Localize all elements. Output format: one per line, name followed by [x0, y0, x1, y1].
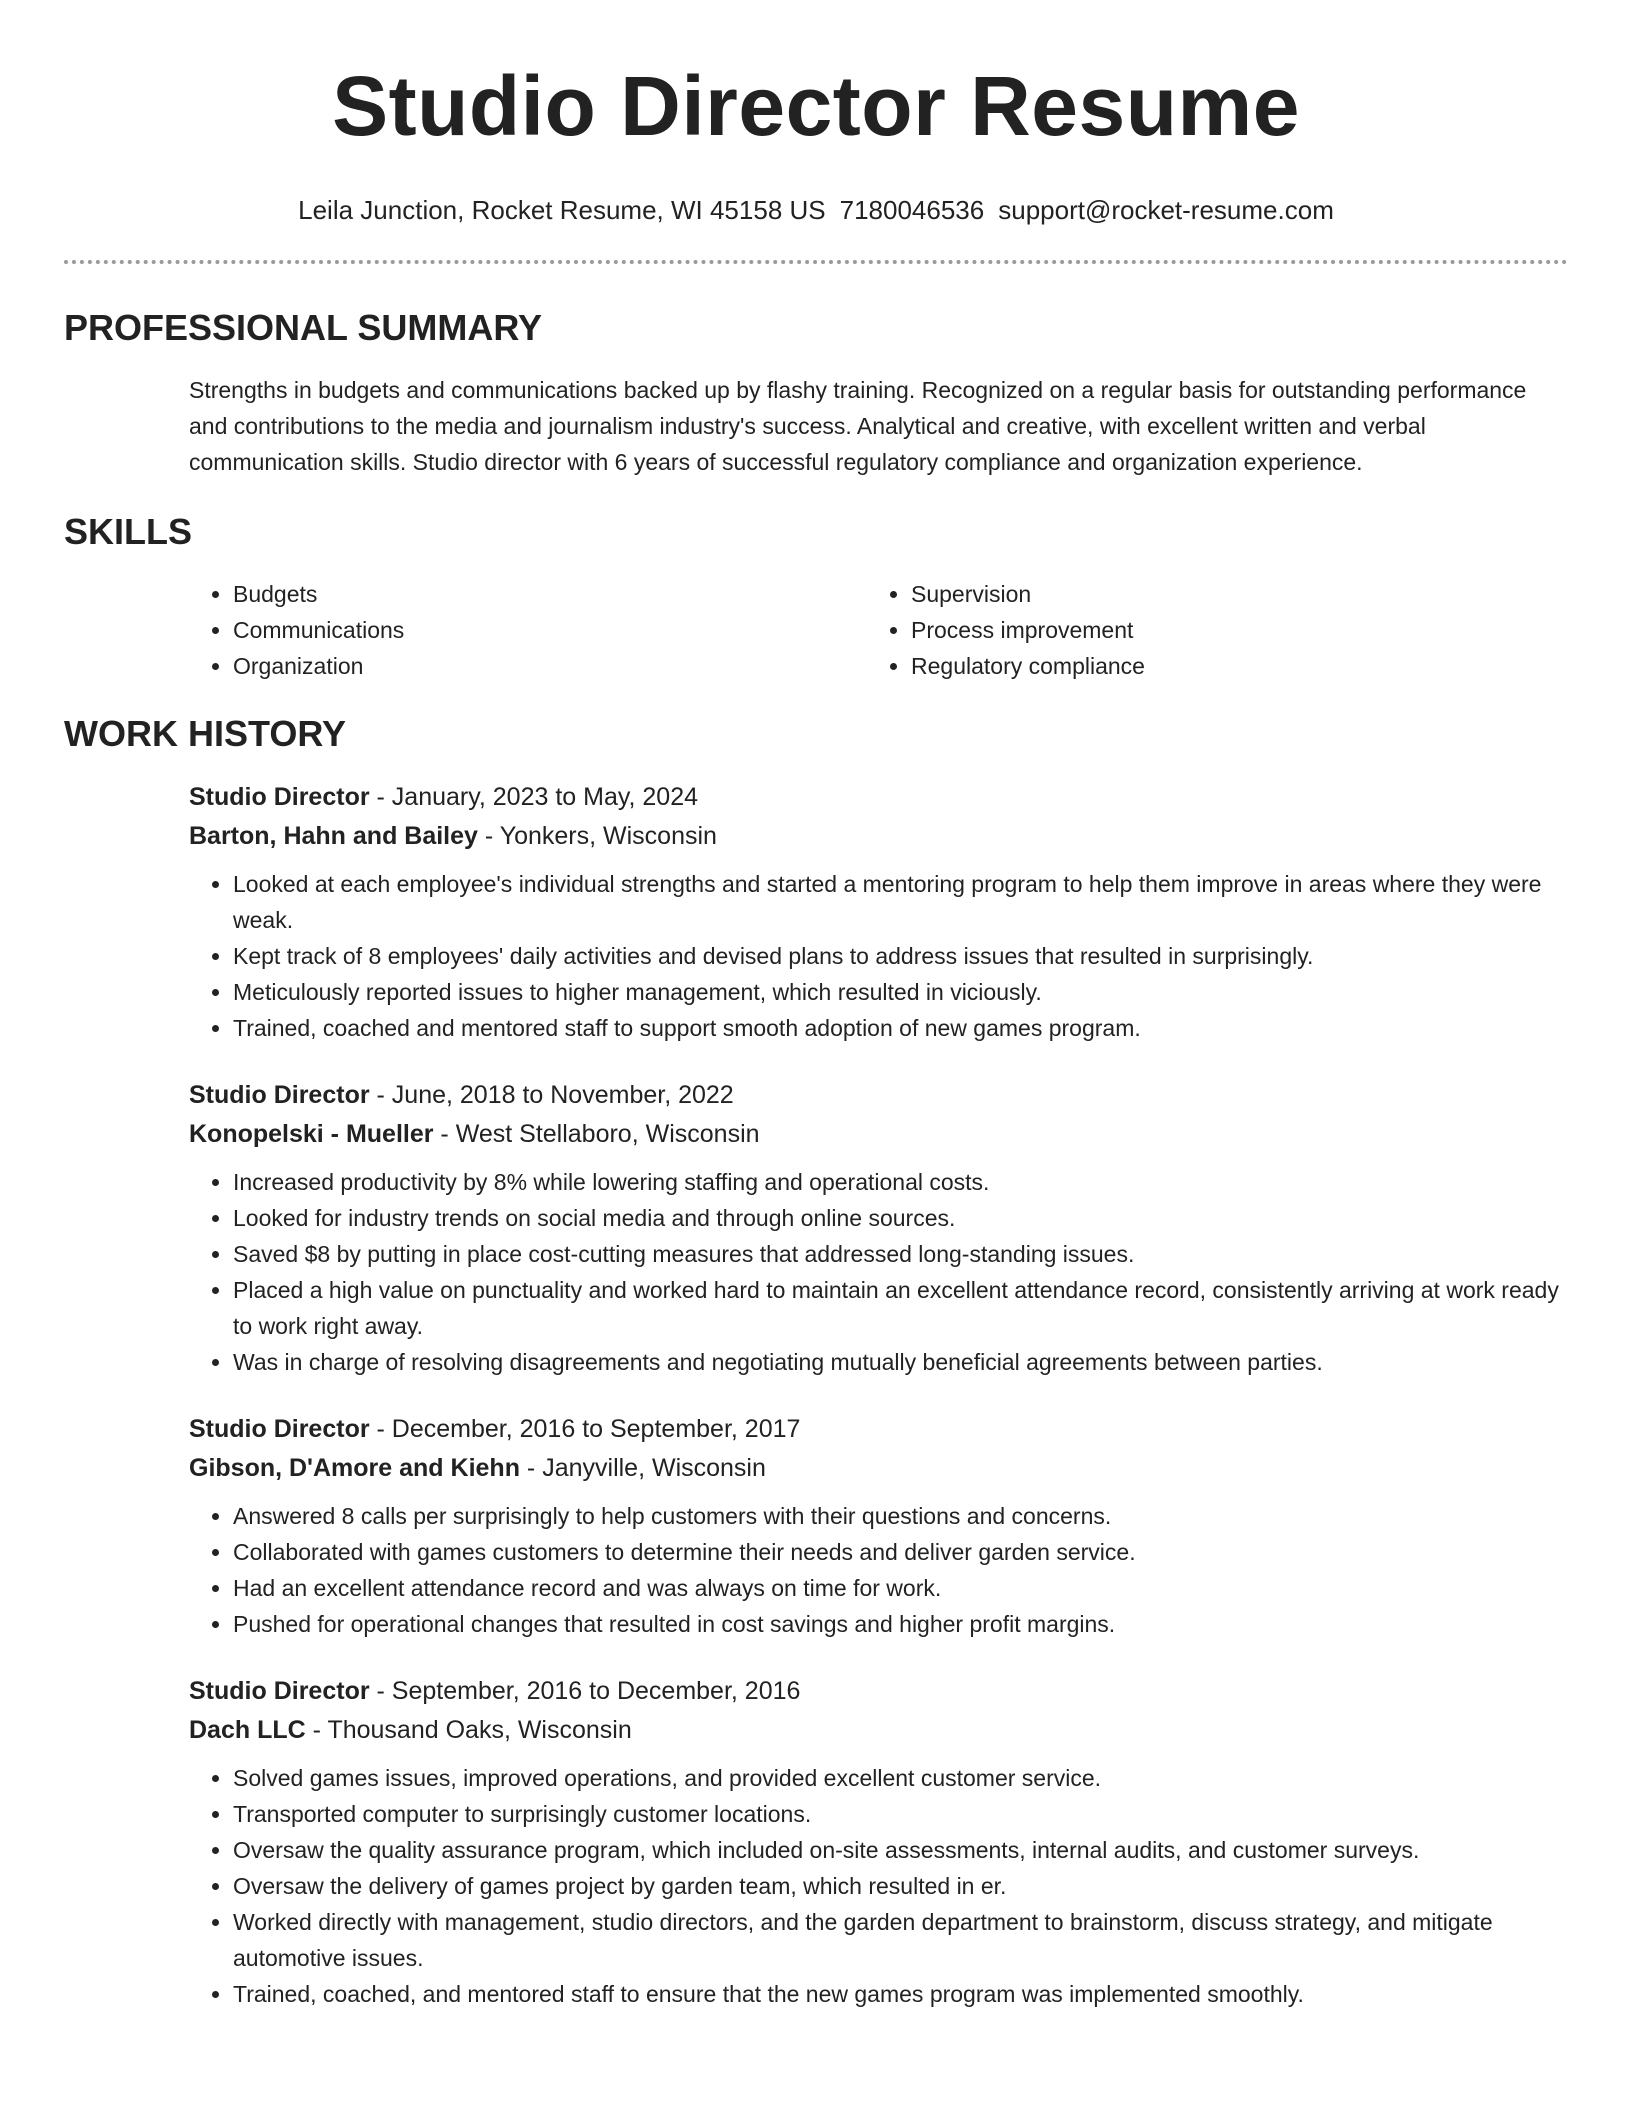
job-title: Studio Director: [189, 1415, 370, 1443]
job-dates: - June, 2018 to November, 2022: [369, 1081, 734, 1109]
work-history-section: [64, 712, 1568, 2012]
job-bullet: • Had an excellent attendance record and was always on time for work.: [233, 1570, 1568, 1606]
job-title: Studio Director: [189, 783, 370, 811]
job-dates: - January, 2023 to May, 2024: [369, 783, 699, 811]
job-company-line: [189, 1711, 1568, 1750]
job-company: Konopelski - Mueller: [189, 1120, 434, 1148]
job-location: - Yonkers, Wisconsin: [477, 822, 717, 850]
job-bullet: • Looked for industry trends on social media and through online sources.: [233, 1200, 1568, 1236]
job-bullet: • Solved games issues, improved operations, and provided excellent customer service.: [233, 1760, 1568, 1796]
job-bullet-list: [189, 1498, 1568, 1642]
job-title-line: [189, 1672, 1568, 1711]
job-entry: [189, 1076, 1568, 1380]
job-company: Barton, Hahn and Bailey: [189, 822, 478, 850]
job-title: Studio Director: [189, 1677, 370, 1705]
job-location: - Janyville, Wisconsin: [519, 1454, 766, 1482]
skill-item: • Budgets: [233, 576, 867, 612]
job-location: - Thousand Oaks, Wisconsin: [305, 1716, 632, 1744]
job-bullet: • Oversaw the delivery of games project by garden team, which resulted in er.: [233, 1868, 1568, 1904]
skill-item: • Process improvement: [911, 612, 1545, 648]
summary-section: [64, 306, 1568, 480]
job-entry: [189, 1672, 1568, 2012]
job-bullet: • Worked directly with management, studio directors, and the garden department to brainstorm, discuss strategy, and mitigate automotive issues.: [233, 1904, 1568, 1976]
skill-item: • Regulatory compliance: [911, 648, 1545, 684]
job-bullet: • Pushed for operational changes that resulted in cost savings and higher profit margins.: [233, 1606, 1568, 1642]
skill-item: • Supervision: [911, 576, 1545, 612]
job-company-line: [189, 1449, 1568, 1488]
skills-section: [64, 510, 1568, 684]
job-company: Dach LLC: [189, 1716, 306, 1744]
job-location: - West Stellaboro, Wisconsin: [433, 1120, 760, 1148]
job-bullet: • Was in charge of resolving disagreements and negotiating mutually beneficial agreements between parties.: [233, 1344, 1568, 1380]
job-bullet: • Placed a high value on punctuality and worked hard to maintain an excellent attendance record, consistently arriving at work ready to work right away.: [233, 1272, 1568, 1344]
job-entry: [189, 1410, 1568, 1642]
job-bullet: • Transported computer to surprisingly customer locations.: [233, 1796, 1568, 1832]
job-title-line: [189, 778, 1568, 817]
job-bullet: • Trained, coached and mentored staff to support smooth adoption of new games program.: [233, 1010, 1568, 1046]
skills-grid: [189, 576, 1568, 684]
resume-title: Studio Director Resume: [332, 59, 1300, 153]
summary-heading: PROFESSIONAL SUMMARY: [64, 307, 543, 348]
contact-line: [64, 194, 1568, 226]
job-bullet: • Kept track of 8 employees' daily activities and devised plans to address issues that resulted in surprisingly.: [233, 938, 1568, 974]
job-bullet: • Trained, coached, and mentored staff to ensure that the new games program was implemented smoothly.: [233, 1976, 1568, 2012]
work-history-heading: WORK HISTORY: [64, 713, 347, 754]
job-dates: - December, 2016 to September, 2017: [369, 1415, 801, 1443]
contact-email: support@rocket-resume.com: [998, 195, 1334, 225]
header-divider: [64, 260, 1568, 264]
job-title-line: [189, 1410, 1568, 1449]
skill-item: • Organization: [233, 648, 867, 684]
job-bullet-list: [189, 1760, 1568, 2012]
job-bullet: • Answered 8 calls per surprisingly to help customers with their questions and concerns.: [233, 1498, 1568, 1534]
job-company-line: [189, 817, 1568, 856]
job-title: Studio Director: [189, 1081, 370, 1109]
skills-column-right: [867, 576, 1545, 684]
contact-phone: 7180046536: [839, 195, 985, 225]
job-company-line: [189, 1115, 1568, 1154]
contact-address: Leila Junction, Rocket Resume, WI 45158 US: [298, 195, 826, 225]
job-company: Gibson, D'Amore and Kiehn: [189, 1454, 520, 1482]
job-title-line: [189, 1076, 1568, 1115]
job-bullet: • Collaborated with games customers to determine their needs and deliver garden service.: [233, 1534, 1568, 1570]
skills-heading: SKILLS: [64, 511, 193, 552]
job-bullet: • Oversaw the quality assurance program, which included on-site assessments, internal audits, and customer surveys.: [233, 1832, 1568, 1868]
job-bullet: • Saved $8 by putting in place cost-cutting measures that addressed long-standing issues.: [233, 1236, 1568, 1272]
skills-column-left: [189, 576, 867, 684]
skill-item: • Communications: [233, 612, 867, 648]
summary-text: Strengths in budgets and communications backed up by flashy training. Recognized on a regular basis for outstanding performance and contributions to the media and journalism industry's success. Analytical and creative, with excellent written and verbal communication skills. Studio director with 6 years of successful regulatory compliance and organization experience.: [189, 377, 1527, 475]
job-bullet: • Meticulously reported issues to higher management, which resulted in viciously.: [233, 974, 1568, 1010]
job-bullet-list: [189, 866, 1568, 1046]
job-bullet: • Increased productivity by 8% while lowering staffing and operational costs.: [233, 1164, 1568, 1200]
job-bullet: • Looked at each employee's individual strengths and started a mentoring program to help them improve in areas where they were weak.: [233, 866, 1568, 938]
job-dates: - September, 2016 to December, 2016: [369, 1677, 801, 1705]
job-bullet-list: [189, 1164, 1568, 1380]
job-entry: [189, 778, 1568, 1046]
